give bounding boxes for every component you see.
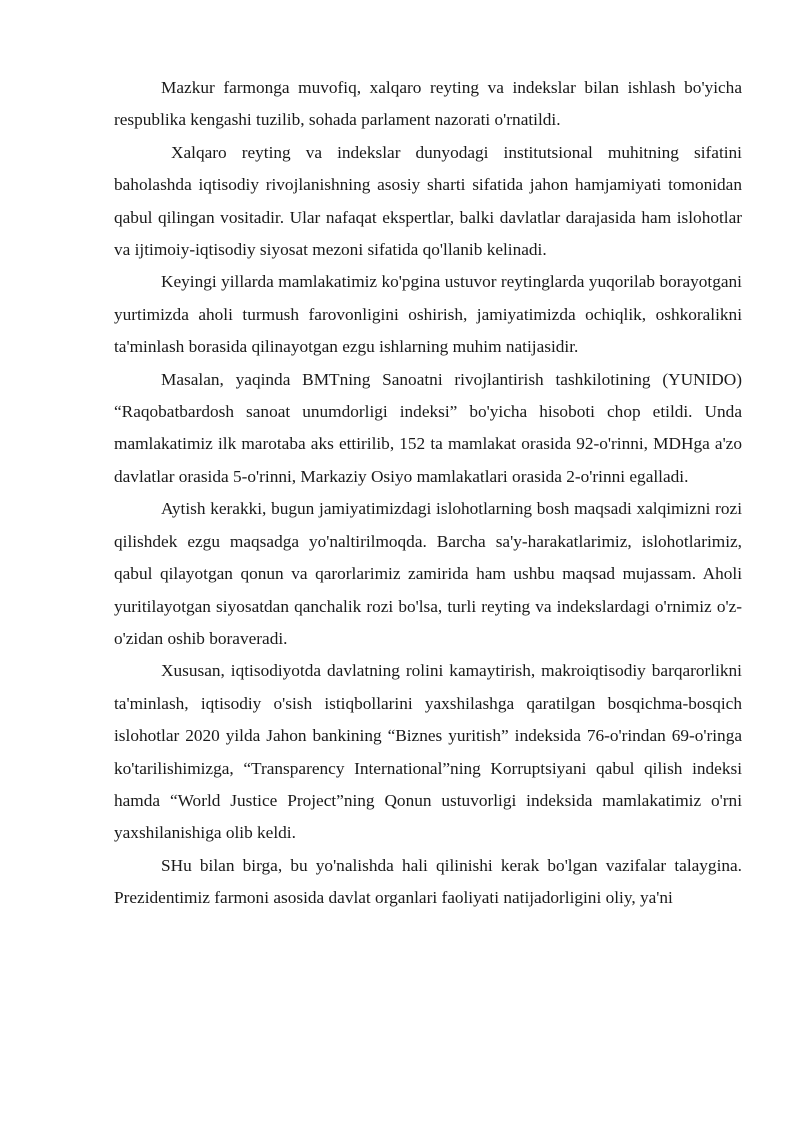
document-page bbox=[114, 72, 742, 915]
paragraph-recent-years: Keyingi yillarda mamlakatimiz ko'pgina ustuvor reytinglarda yuqorilab borayotgani yurtimizda aholi turmush farovonligini oshirish, jamiyatimizda ochiqlik, oshkoralikni ta'minlash borasida qilinayotgan ezgu ishlarning muhim natijasidir. bbox=[114, 272, 742, 357]
paragraph-reform-goal: Aytish kerakki, bugun jamiyatimizdagi islohotlarning bosh maqsadi xalqimizni rozi qilishdek ezgu maqsadga yo'naltirilmoqda. Barcha sa'y-harakatlarimiz, islohotlarimiz, qabul qilayotgan qonun va qarorlarimiz zamirida ham ushbu maqsad mujassam. Aholi yuritilayotgan siyosatdan qanchalik rozi bo'lsa, turli reyting va indekslardagi o'rnimiz o'z-o'zidan oshib boraveradi. bbox=[114, 499, 742, 648]
paragraph-unido-report: Masalan, yaqinda BMTning Sanoatni rivojlantirish tashkilotining (YUNIDO) “Raqobatbardosh sanoat unumdorligi indeksi” bo'yicha hisoboti chop etildi. Unda mamlakatimiz ilk marotaba aks ettirilib, 152 ta mamlakat orasida 92-o'rinni, MDHga a'zo davlatlar orasida 5-o'rinni, Markaziy Osiyo mamlakatlari orasida 2-o'rinni egalladi. bbox=[114, 369, 742, 486]
paragraph-doing-business: Xususan, iqtisodiyotda davlatning rolini kamaytirish, makroiqtisodiy barqarorlikni ta'minlash, iqtisodiy o'sish istiqbollarini yaxshilashga qaratilgan bosqichma-bosqich islohotlar 2020 yilda Jahon bankining “Biznes yuritish” indeksida 76-o'rindan 69-o'ringa ko'tarilishimizga, “Transparency International”ning Korruptsiyani qabul qilish indeksi hamda “World Justice Project”ning Qonun ustuvorligi indeksida mamlakatimiz o'rni yaxshilanishiga olib keldi. bbox=[114, 661, 742, 843]
paragraph-remaining-tasks: SHu bilan birga, bu yo'nalishda hali qilinishi kerak bo'lgan vazifalar talaygina. Prezidentimiz farmoni asosida davlat organlari faoliyati natijadorligini oliy, ya'ni bbox=[114, 855, 742, 908]
paragraph-council: Mazkur farmonga muvofiq, xalqaro reyting va indekslar bilan ishlash bo'yicha respublika kengashi tuzilib, sohada parlament nazorati o'rnatildi. bbox=[114, 78, 742, 130]
paragraph-ratings-definition: Xalqaro reyting va indekslar dunyodagi institutsional muhitning sifatini baholashda iqtisodiy rivojlanishning asosiy sharti sifatida jahon hamjamiyati tomonidan qabul qilingan vositadir. Ular nafaqat ekspertlar, balki davlatlar darajasida ham islohotlar va ijtimoiy-iqtisodiy siyosat mezoni sifatida qo'llanib kelinadi. bbox=[114, 142, 742, 260]
